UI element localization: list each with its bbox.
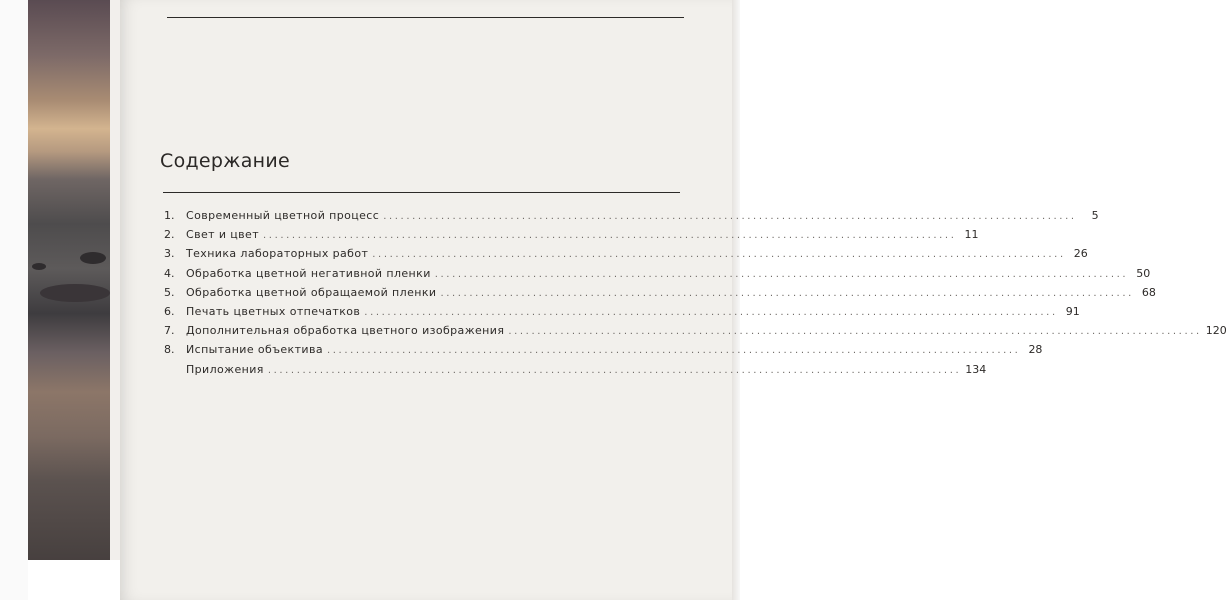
background-left [0, 0, 28, 600]
page-gutter [110, 0, 120, 560]
toc-entry [164, 247, 1088, 266]
toc-leader-dots: ........................................................................................................................ [383, 211, 1077, 222]
toc-entry [164, 228, 979, 247]
toc-leader-dots: ........................................................................................................................ [263, 230, 957, 242]
toc-leader-dots: ........................................................................................................................ [326, 345, 1021, 357]
toc-entry-label: Приложения [186, 362, 264, 376]
toc-entry [164, 324, 1227, 343]
toc-leader-dots: ........................................................................................................................ [364, 306, 1058, 318]
toc-entry-number: 1. [164, 209, 175, 222]
toc-entry-label: Дополнительная обработка цветного изображения [186, 324, 505, 338]
toc-entry-number: 3. [164, 247, 175, 261]
photo-page-left [28, 0, 110, 560]
toc-title: Содержание [160, 150, 290, 172]
toc-entry-label: Обработка цветной негативной пленки [186, 266, 431, 280]
toc-leader-dots: ........................................................................................................................ [508, 326, 1202, 338]
toc-entry-label: Испытание объектива [186, 343, 323, 357]
toc-leader-dots: ........................................................................................................................ [372, 249, 1066, 261]
toc-entry [164, 343, 1043, 362]
toc-entry-label: Современный цветной процесс [186, 209, 380, 222]
toc-entry [164, 266, 1151, 286]
toc-entry-page: 50 [1136, 266, 1151, 280]
toc-entry-page: 26 [1073, 247, 1088, 261]
toc-entry-label: Обработка цветной обращаемой пленки [186, 285, 437, 299]
top-rule [167, 17, 684, 18]
toc-entry-number: 8. [164, 343, 175, 357]
rock-shape [80, 252, 106, 264]
toc-list [164, 209, 1227, 382]
toc-entry-number: 6. [164, 304, 175, 318]
toc-entry-page: 134 [965, 362, 987, 376]
toc-entry-page: 120 [1205, 324, 1227, 338]
toc-entry-page: 68 [1141, 285, 1156, 299]
toc-leader-dots: ........................................................................................................................ [434, 268, 1129, 280]
toc-leader-dots: ........................................................................................................................ [440, 287, 1134, 299]
toc-entry-label: Печать цветных отпечатков [186, 304, 361, 318]
toc-entry [164, 209, 1099, 228]
toc-entry [164, 285, 1156, 305]
page-edge [732, 0, 740, 600]
title-rule [163, 192, 680, 193]
toc-entry-number: 5. [164, 285, 175, 299]
toc-entry-page: 28 [1028, 343, 1043, 357]
toc-entry-label: Свет и цвет [186, 228, 260, 242]
toc-entry [164, 304, 1080, 324]
toc-entry-label: Техника лабораторных работ [186, 247, 369, 261]
toc-entry-number: 4. [164, 266, 175, 280]
toc-entry-page: 11 [964, 228, 979, 242]
toc-entry-page: 5 [1091, 209, 1099, 222]
toc-entry-page: 91 [1065, 304, 1080, 318]
rock-shape [40, 284, 110, 302]
toc-entry-number: 7. [164, 324, 175, 338]
toc-entry-number: 2. [164, 228, 175, 242]
toc-leader-dots: ........................................................................................................................ [267, 364, 962, 376]
toc-entry [164, 362, 987, 382]
rock-shape [32, 263, 46, 270]
